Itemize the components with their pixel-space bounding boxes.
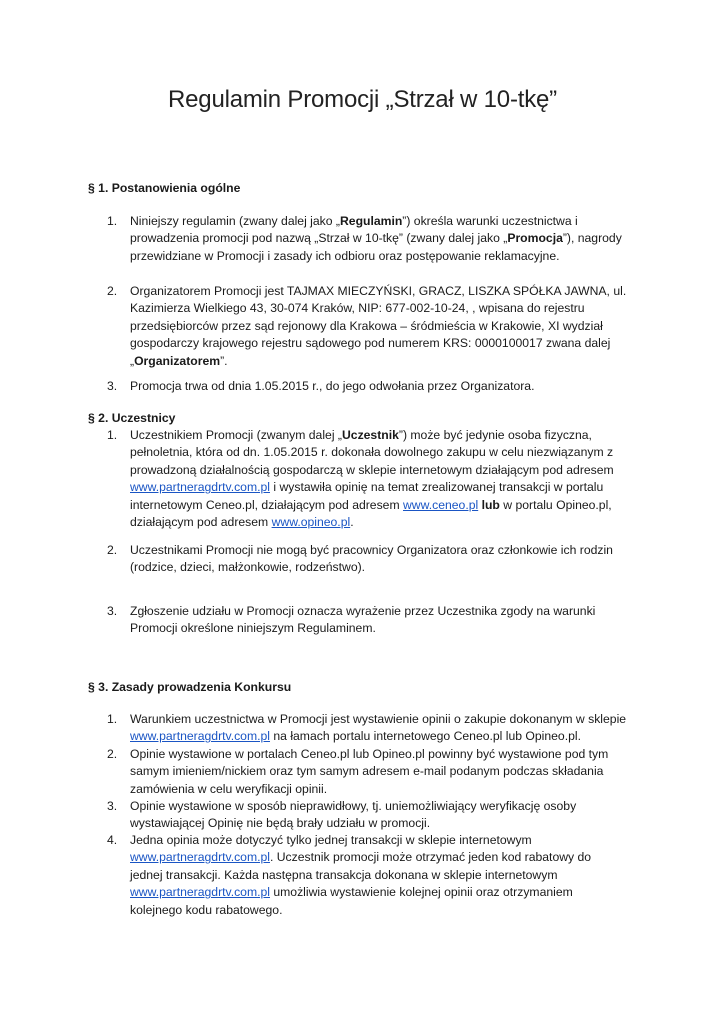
document-title: Regulamin Promocji „Strzał w 10-tkę” (168, 86, 557, 113)
item-number: 1. (107, 428, 118, 442)
item-text: Organizatorem Promocji jest TAJMAX MIECZYŃSKI, GRACZ, LISZKA SPÓŁKA JAWNA, ul. Kazimierza Wielkiego 43, 30-074 Kraków, NIP: 677-002-10-24, , wpisana do rejestru przedsiębiorców przez sąd rejonowy dla Krakowa – śródmieścia w Krakowie, XI wydział gospodarczy krajowego rejestru sądowego pod numerem KRS: 0000100017 zwana dalej „Organizatorem”. (130, 284, 627, 368)
section-heading-1: § 1. Postanowienia ogólne (88, 181, 241, 195)
partner-link[interactable]: www.partneragdrtv.com.pl (130, 885, 270, 900)
bold-term: lub (478, 497, 500, 512)
bold-term: Organizatorem (134, 353, 221, 368)
partner-link[interactable]: www.partneragdrtv.com.pl (130, 729, 270, 744)
item-number: 1. (107, 214, 118, 228)
item-text: Warunkiem uczestnictwa w Promocji jest wystawienie opinii o zakupie dokonanym w sklepie www.partneragdrtv.com.pl na łamach portalu internetowego Ceneo.pl lub Opineo.pl. (130, 712, 627, 744)
list-item (107, 213, 647, 265)
item-number: 4. (107, 833, 118, 847)
item-text: Niniejszy regulamin (zwany dalej jako „Regulamin”) określa warunki uczestnictwa i prowadzenia promocji pod nazwą „Strzał w 10-tkę” (zwany dalej jako „Promocja”), nagrody przewidziane w Promocji i zasady ich odbioru oraz postępowanie reklamacyjne. (130, 214, 622, 263)
list-item (107, 711, 647, 746)
item-number: 3. (107, 604, 118, 618)
section-heading-3: § 3. Zasady prowadzenia Konkursu (88, 680, 292, 694)
item-text: Zgłoszenie udziału w Promocji oznacza wyrażenie przez Uczestnika zgody na warunki Promocji określone niniejszym Regulaminem. (130, 604, 596, 636)
list-item (107, 603, 647, 638)
bold-term: Uczestnik (341, 428, 399, 442)
item-text: Opinie wystawione w portalach Ceneo.pl lub Opineo.pl powinny być wystawione pod tym samym imieniem/nickiem oraz tym samym adresem e-mail podanym podczas składania zamówienia w celu weryfikacji opinii. (130, 747, 609, 796)
list-item (107, 798, 647, 833)
list-item (107, 283, 647, 370)
item-text: Jedna opinia może dotyczyć tylko jednej transakcji w sklepie internetowym www.partneragdrtv.com.pl. Uczestnik promocji może otrzymać jeden kod rabatowy do jednej transakcji. Każda następna transakcja dokonana w sklepie internetowym www.partneragdrtv.com.pl umożliwia wystawienie kolejnej opinii oraz otrzymaniem kolejnego kodu rabatowego. (130, 833, 592, 917)
opineo-link[interactable]: www.opineo.pl (271, 515, 351, 530)
item-text: Uczestnikiem Promocji (zwanym dalej „Uczestnik”) może być jedynie osoba fizyczna, pełnoletnia, która od dn. 1.05.2015 r. dokonała dowolnego zakupu w celu niezwiązanym z prowadzoną działalnością gospodarczą w sklepie internetowym działającym pod adresem www.partneragdrtv.com.pl i wystawiła opinię na temat zrealizowanej transakcji w portalu internetowym Ceneo.pl, działającym pod adresem www.ceneo.pl lub w portalu Opineo.pl, działającym pod adresem www.opineo.pl. (130, 428, 614, 530)
ceneo-link[interactable]: www.ceneo.pl (403, 497, 479, 512)
item-number: 2. (107, 747, 118, 761)
list-item (107, 378, 647, 395)
list-item (107, 427, 647, 531)
partner-link[interactable]: www.partneragdrtv.com.pl (130, 480, 270, 495)
list-item (107, 832, 647, 919)
list-item (107, 542, 647, 577)
item-text: Promocja trwa od dnia 1.05.2015 r., do jego odwołania przez Organizatora. (130, 379, 535, 393)
list-item (107, 746, 647, 798)
item-number: 3. (107, 799, 118, 813)
partner-link[interactable]: www.partneragdrtv.com.pl (130, 850, 270, 865)
item-number: 3. (107, 379, 118, 393)
bold-term: Regulamin (339, 214, 403, 228)
item-text: Opinie wystawione w sposób nieprawidłowy, tj. uniemożliwiający weryfikację osoby wystawiającej Opinię nie będą brały udziału w promocji. (130, 799, 577, 831)
item-text: Uczestnikami Promocji nie mogą być pracownicy Organizatora oraz członkowie ich rodzin (rodzice, dzieci, małżonkowie, rodzeństwo). (130, 543, 613, 575)
item-number: 1. (107, 712, 118, 726)
bold-term: Promocja (507, 231, 563, 246)
section-heading-2: § 2. Uczestnicy (88, 411, 176, 425)
item-number: 2. (107, 543, 118, 557)
item-number: 2. (107, 284, 118, 298)
